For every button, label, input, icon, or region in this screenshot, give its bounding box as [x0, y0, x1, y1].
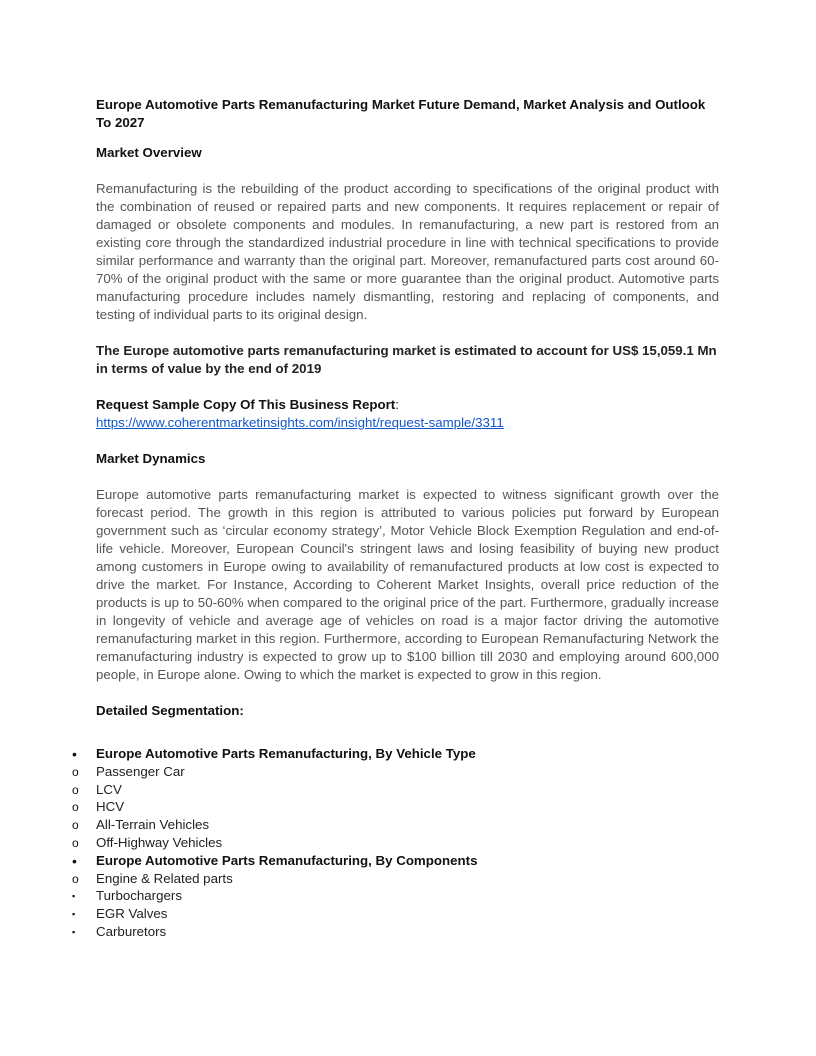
request-sample-colon: : — [395, 397, 399, 412]
segment-label: Passenger Car — [96, 763, 185, 779]
segment-list-item — [0, 852, 816, 870]
market-overview-paragraph: Remanufacturing is the rebuilding of the product according to specifications of the original product with the combination of reused or repaired parts and new components. It requires replacement or repair of damaged or obsolete components and modules. In remanufacturing, a new part is restored from an existing core through the standardized industrial procedure in line with technical specifications to provide similar performance and warranty than the original part. Moreover, remanufactured parts cost around 60-70% of the original product with the same or more guarantee than the original product. Automotive parts manufacturing procedure includes namely dismantling, restoring and replacing of components, and testing of individual parts to its original design. — [96, 181, 719, 322]
segment-list-item — [0, 763, 816, 781]
market-overview-heading: Market Overview — [96, 145, 202, 160]
segment-list-item — [0, 887, 816, 905]
market-estimate-statement: The Europe automotive parts remanufacturing market is estimated to account for US$ 15,059.1 Mn in terms of value by the end of 2019 — [96, 343, 717, 376]
circle-bullet-icon: o — [72, 764, 79, 779]
segment-label: Off-Highway Vehicles — [96, 834, 223, 850]
segment-label: Engine & Related parts — [96, 870, 233, 886]
segment-label: Turbochargers — [96, 888, 182, 904]
segment-label: Europe Automotive Parts Remanufacturing, By Vehicle Type — [96, 746, 476, 761]
segmentation-list — [0, 745, 816, 941]
segment-label: All-Terrain Vehicles — [96, 817, 210, 833]
segment-list-item — [0, 816, 816, 834]
request-sample-label: Request Sample Copy Of This Business Report — [96, 397, 396, 412]
request-sample-link[interactable]: https://www.coherentmarketinsights.com/insight/request-sample/3311 — [96, 415, 504, 430]
segment-list-item — [0, 745, 816, 763]
market-dynamics-heading: Market Dynamics — [96, 451, 206, 466]
circle-bullet-icon: o — [72, 782, 79, 797]
segment-list-item — [0, 798, 816, 816]
request-sample-block — [96, 396, 719, 432]
circle-bullet-icon: o — [72, 818, 79, 833]
segment-list-item — [0, 923, 816, 941]
circle-bullet-icon: o — [72, 871, 79, 886]
document-body — [96, 96, 719, 738]
segment-label: Europe Automotive Parts Remanufacturing, By Components — [96, 852, 478, 868]
square-bullet-icon: ▪ — [72, 909, 76, 920]
detailed-segmentation-heading: Detailed Segmentation: — [96, 703, 244, 718]
circle-bullet-icon: o — [72, 800, 79, 815]
segment-label: LCV — [96, 781, 122, 797]
circle-bullet-icon: o — [72, 835, 79, 850]
segment-list-item — [0, 905, 816, 923]
square-bullet-icon: ▪ — [72, 926, 76, 937]
segment-list-item — [0, 870, 816, 888]
segment-label: EGR Valves — [96, 906, 168, 922]
document-title: Europe Automotive Parts Remanufacturing Market Future Demand, Market Analysis and Outlook To 2027 — [96, 97, 706, 130]
segment-label: HCV — [96, 799, 125, 815]
disc-bullet-icon: • — [72, 746, 77, 762]
segment-list-item — [0, 834, 816, 852]
segment-label: Carburetors — [96, 923, 167, 939]
market-dynamics-paragraph: Europe automotive parts remanufacturing market is expected to witness significant growth over the forecast period. The growth in this region is attributed to various policies put forward by European government such as ‘circular economy strategy’, Motor Vehicle Block Exemption Regulation and end-of-life vehicle. Moreover, European Council's stringent laws and losing feasibility of buying new product among customers in Europe owing to availability of remanufactured products at low cost is expected to drive the market. For Instance, According to Coherent Market Insights, overall price reduction of the products is up to 50-60% when compared to the original price of the part. Furthermore, gradually increase in longevity of vehicle and average age of vehicles on road is a major factor driving the automotive remanufacturing market in this region. Furthermore, according to European Remanufacturing Network the remanufacturing industry is expected to grow up to $100 billion till 2030 and employing around 600,000 people, in Europe alone. Owing to which the market is expected to grow in this region. — [96, 487, 719, 682]
disc-bullet-icon: • — [72, 852, 77, 869]
square-bullet-icon: ▪ — [72, 891, 76, 902]
segment-list-item — [0, 781, 816, 799]
